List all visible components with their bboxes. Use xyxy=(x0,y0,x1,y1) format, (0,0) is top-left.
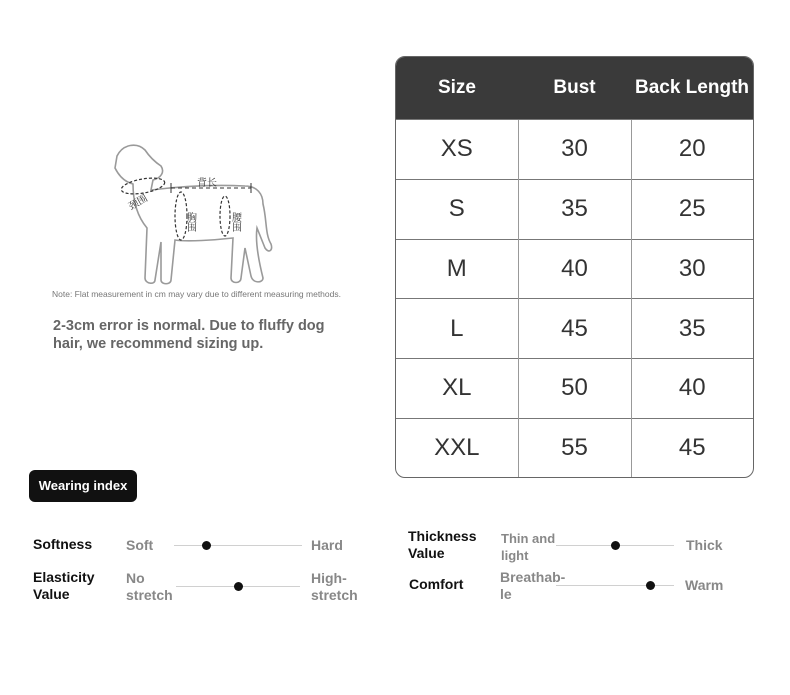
table-row xyxy=(396,359,753,419)
table-row xyxy=(396,299,753,359)
cell-back-length: 20 xyxy=(631,120,753,180)
cell-bust: 40 xyxy=(518,239,631,299)
sizing-advice: 2-3cm error is normal. Due to fluffy dog hair, we recommend sizing up. xyxy=(53,318,325,352)
waist-label: 腰围 xyxy=(229,212,241,232)
table-row xyxy=(396,239,753,299)
measurement-note: Note: Flat measurement in cm may vary due to different measuring methods. xyxy=(52,289,341,299)
back-length-label: 背长 xyxy=(197,178,217,189)
cell-back-length: 25 xyxy=(631,179,753,239)
dog-measurement-diagram xyxy=(95,138,285,288)
cell-back-length: 35 xyxy=(631,299,753,359)
cell-bust: 45 xyxy=(518,299,631,359)
cell-bust: 55 xyxy=(518,418,631,477)
elasticity-low: No stretch xyxy=(126,570,173,603)
elasticity-knob xyxy=(234,582,243,591)
cell-bust: 30 xyxy=(518,120,631,180)
neck-label: 颈围 xyxy=(127,193,150,213)
size-chart xyxy=(395,56,754,478)
comfort-knob xyxy=(646,581,655,590)
dog-silhouette-icon xyxy=(95,138,285,288)
softness-label: Softness xyxy=(33,536,93,552)
cell-back-length: 45 xyxy=(631,418,753,477)
thickness-low: Thin and light xyxy=(501,531,556,563)
thickness-label: Thickness Value xyxy=(408,528,477,561)
cell-bust: 50 xyxy=(518,359,631,419)
thickness-high: Thick xyxy=(686,537,723,553)
header-bust: Bust xyxy=(518,57,631,120)
cell-bust: 35 xyxy=(518,179,631,239)
comfort-high: Warm xyxy=(685,577,724,593)
chest-label: 胸围 xyxy=(184,212,196,232)
softness-knob xyxy=(202,541,211,550)
cell-size: XS xyxy=(396,120,518,180)
comfort-low: Breathab-le xyxy=(500,569,566,602)
cell-size: XXL xyxy=(396,418,518,477)
wearing-index-badge: Wearing index xyxy=(29,470,137,502)
table-row xyxy=(396,179,753,239)
header-back-length: Back Length xyxy=(631,57,753,120)
thickness-knob xyxy=(611,541,620,550)
table-row xyxy=(396,120,753,180)
cell-back-length: 30 xyxy=(631,239,753,299)
softness-track xyxy=(174,545,302,546)
comfort-track xyxy=(556,585,674,586)
softness-high: Hard xyxy=(311,537,343,553)
elasticity-label: Elasticity Value xyxy=(33,569,95,602)
cell-back-length: 40 xyxy=(631,359,753,419)
cell-size: S xyxy=(396,179,518,239)
table-row xyxy=(396,418,753,477)
softness-low: Soft xyxy=(126,537,154,553)
comfort-label: Comfort xyxy=(409,576,464,592)
elasticity-high: High-stretch xyxy=(311,570,358,603)
cell-size: L xyxy=(396,299,518,359)
header-size: Size xyxy=(396,57,518,120)
cell-size: M xyxy=(396,239,518,299)
cell-size: XL xyxy=(396,359,518,419)
size-chart-header xyxy=(396,57,753,120)
